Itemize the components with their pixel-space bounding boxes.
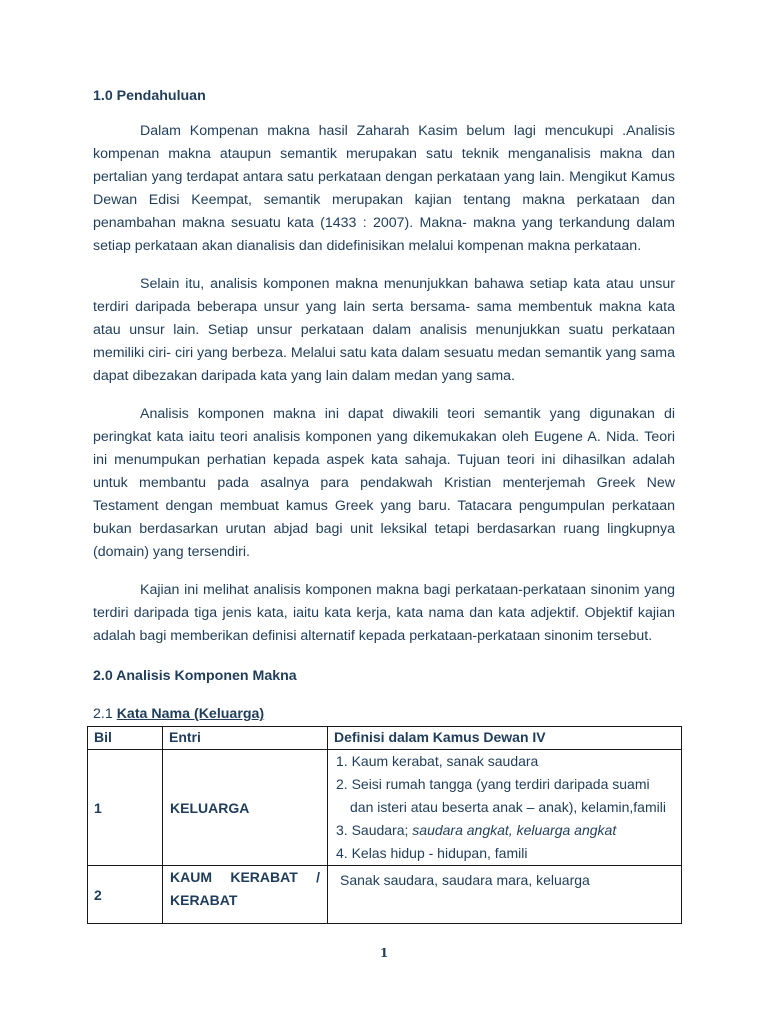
definition-table bbox=[87, 726, 682, 924]
header-bil: Bil bbox=[88, 727, 163, 750]
table-row bbox=[88, 750, 682, 866]
row-number: 1 bbox=[88, 750, 163, 866]
paragraph: Selain itu, analisis komponen makna menunjukkan bahawa setiap kata atau unsur terdiri daripada beberapa unsur yang lain serta bersama- sama membentuk makna kata atau unsur lain. Setiap unsur perkataan dalam analisis menunjukkan suatu perkataan memiliki ciri- ciri yang berbeza. Melalui satu kata dalam sesuatu medan semantik yang sama dapat dibezakan daripada kata yang lain dalam medan yang sama. bbox=[93, 276, 675, 384]
row-definition: Sanak saudara, saudara mara, keluarga bbox=[328, 866, 682, 924]
paragraph: Dalam Kompenan makna hasil Zaharah Kasim belum lagi mencukupi .Analisis kompenan makna ataupun semantik merupakan satu teknik menganalisis makna dan pertalian yang terdapat antara satu perkataan dengan perkataan yang lain. Mengikut Kamus Dewan Edisi Keempat, semantik merupakan kajian tentang makna perkataan dan penambahan makna sesuatu kata (1433 : 2007). Makna- makna yang terkandung dalam setiap perkataan akan dianalisis dan didefinisikan melalui kompenan makna perkataan. bbox=[93, 123, 675, 254]
table-header-row bbox=[88, 727, 682, 750]
paragraph: Analisis komponen makna ini dapat diwakili teori semantik yang digunakan di peringkat kata iaitu teori analisis komponen yang dikemukakan oleh Eugene A. Nida. Teori ini menumpukan perhatian kepada aspek kata sahaja. Tujuan teori ini dihasilkan adalah untuk membantu pada asalnya para pendakwah Kristian menterjemah Greek New Testament dengan membuat kamus Greek yang baru. Tatacara pengumpulan perkataan bukan berdasarkan urutan abjad bagi unit leksikal tetapi berdasarkan ruang lingkupnya (domain) yang tersendiri. bbox=[93, 406, 675, 560]
row-definition bbox=[328, 750, 682, 866]
definition-line: dan isteri atau beserta anak – anak), kelamin,famili bbox=[350, 799, 666, 815]
definition-line: 3. Saudara; saudara angkat, keluarga angkat bbox=[336, 822, 617, 838]
definition-line: 4. Kelas hidup - hidupan, famili bbox=[336, 845, 528, 861]
entry-line: KAUM KERABAT / bbox=[170, 869, 320, 885]
header-entri: Entri bbox=[163, 727, 328, 750]
entry-line: KERABAT bbox=[170, 892, 238, 908]
definition-line: 1. Kaum kerabat, sanak saudara bbox=[336, 753, 539, 769]
subsection-heading bbox=[93, 704, 675, 724]
header-definisi: Definisi dalam Kamus Dewan IV bbox=[328, 727, 682, 750]
intro-heading: 1.0 Pendahuluan bbox=[93, 88, 206, 104]
definition-line: 2. Seisi rumah tangga (yang terdiri daripada suami bbox=[336, 776, 650, 792]
subsection-title: Kata Nama (Keluarga) bbox=[116, 706, 265, 722]
definition-italic: saudara angkat, keluarga angkat bbox=[412, 822, 617, 838]
analysis-heading: 2.0 Analisis Komponen Makna bbox=[93, 668, 297, 684]
row-entry bbox=[163, 866, 328, 924]
paragraph: Kajian ini melihat analisis komponen makna bagi perkataan-perkataan sinonim yang terdiri daripada tiga jenis kata, iaitu kata kerja, kata nama dan kata adjektif. Objektif kajian adalah bagi memberikan definisi alternatif kepada perkataan-perkataan sinonim tersebut. bbox=[93, 582, 675, 644]
document-body bbox=[93, 86, 675, 738]
page-number: 1 bbox=[379, 946, 389, 960]
row-number: 2 bbox=[88, 866, 163, 924]
table-row bbox=[88, 866, 682, 924]
subsection-number: 2.1 bbox=[93, 706, 113, 722]
row-entry: KELUARGA bbox=[163, 750, 328, 866]
